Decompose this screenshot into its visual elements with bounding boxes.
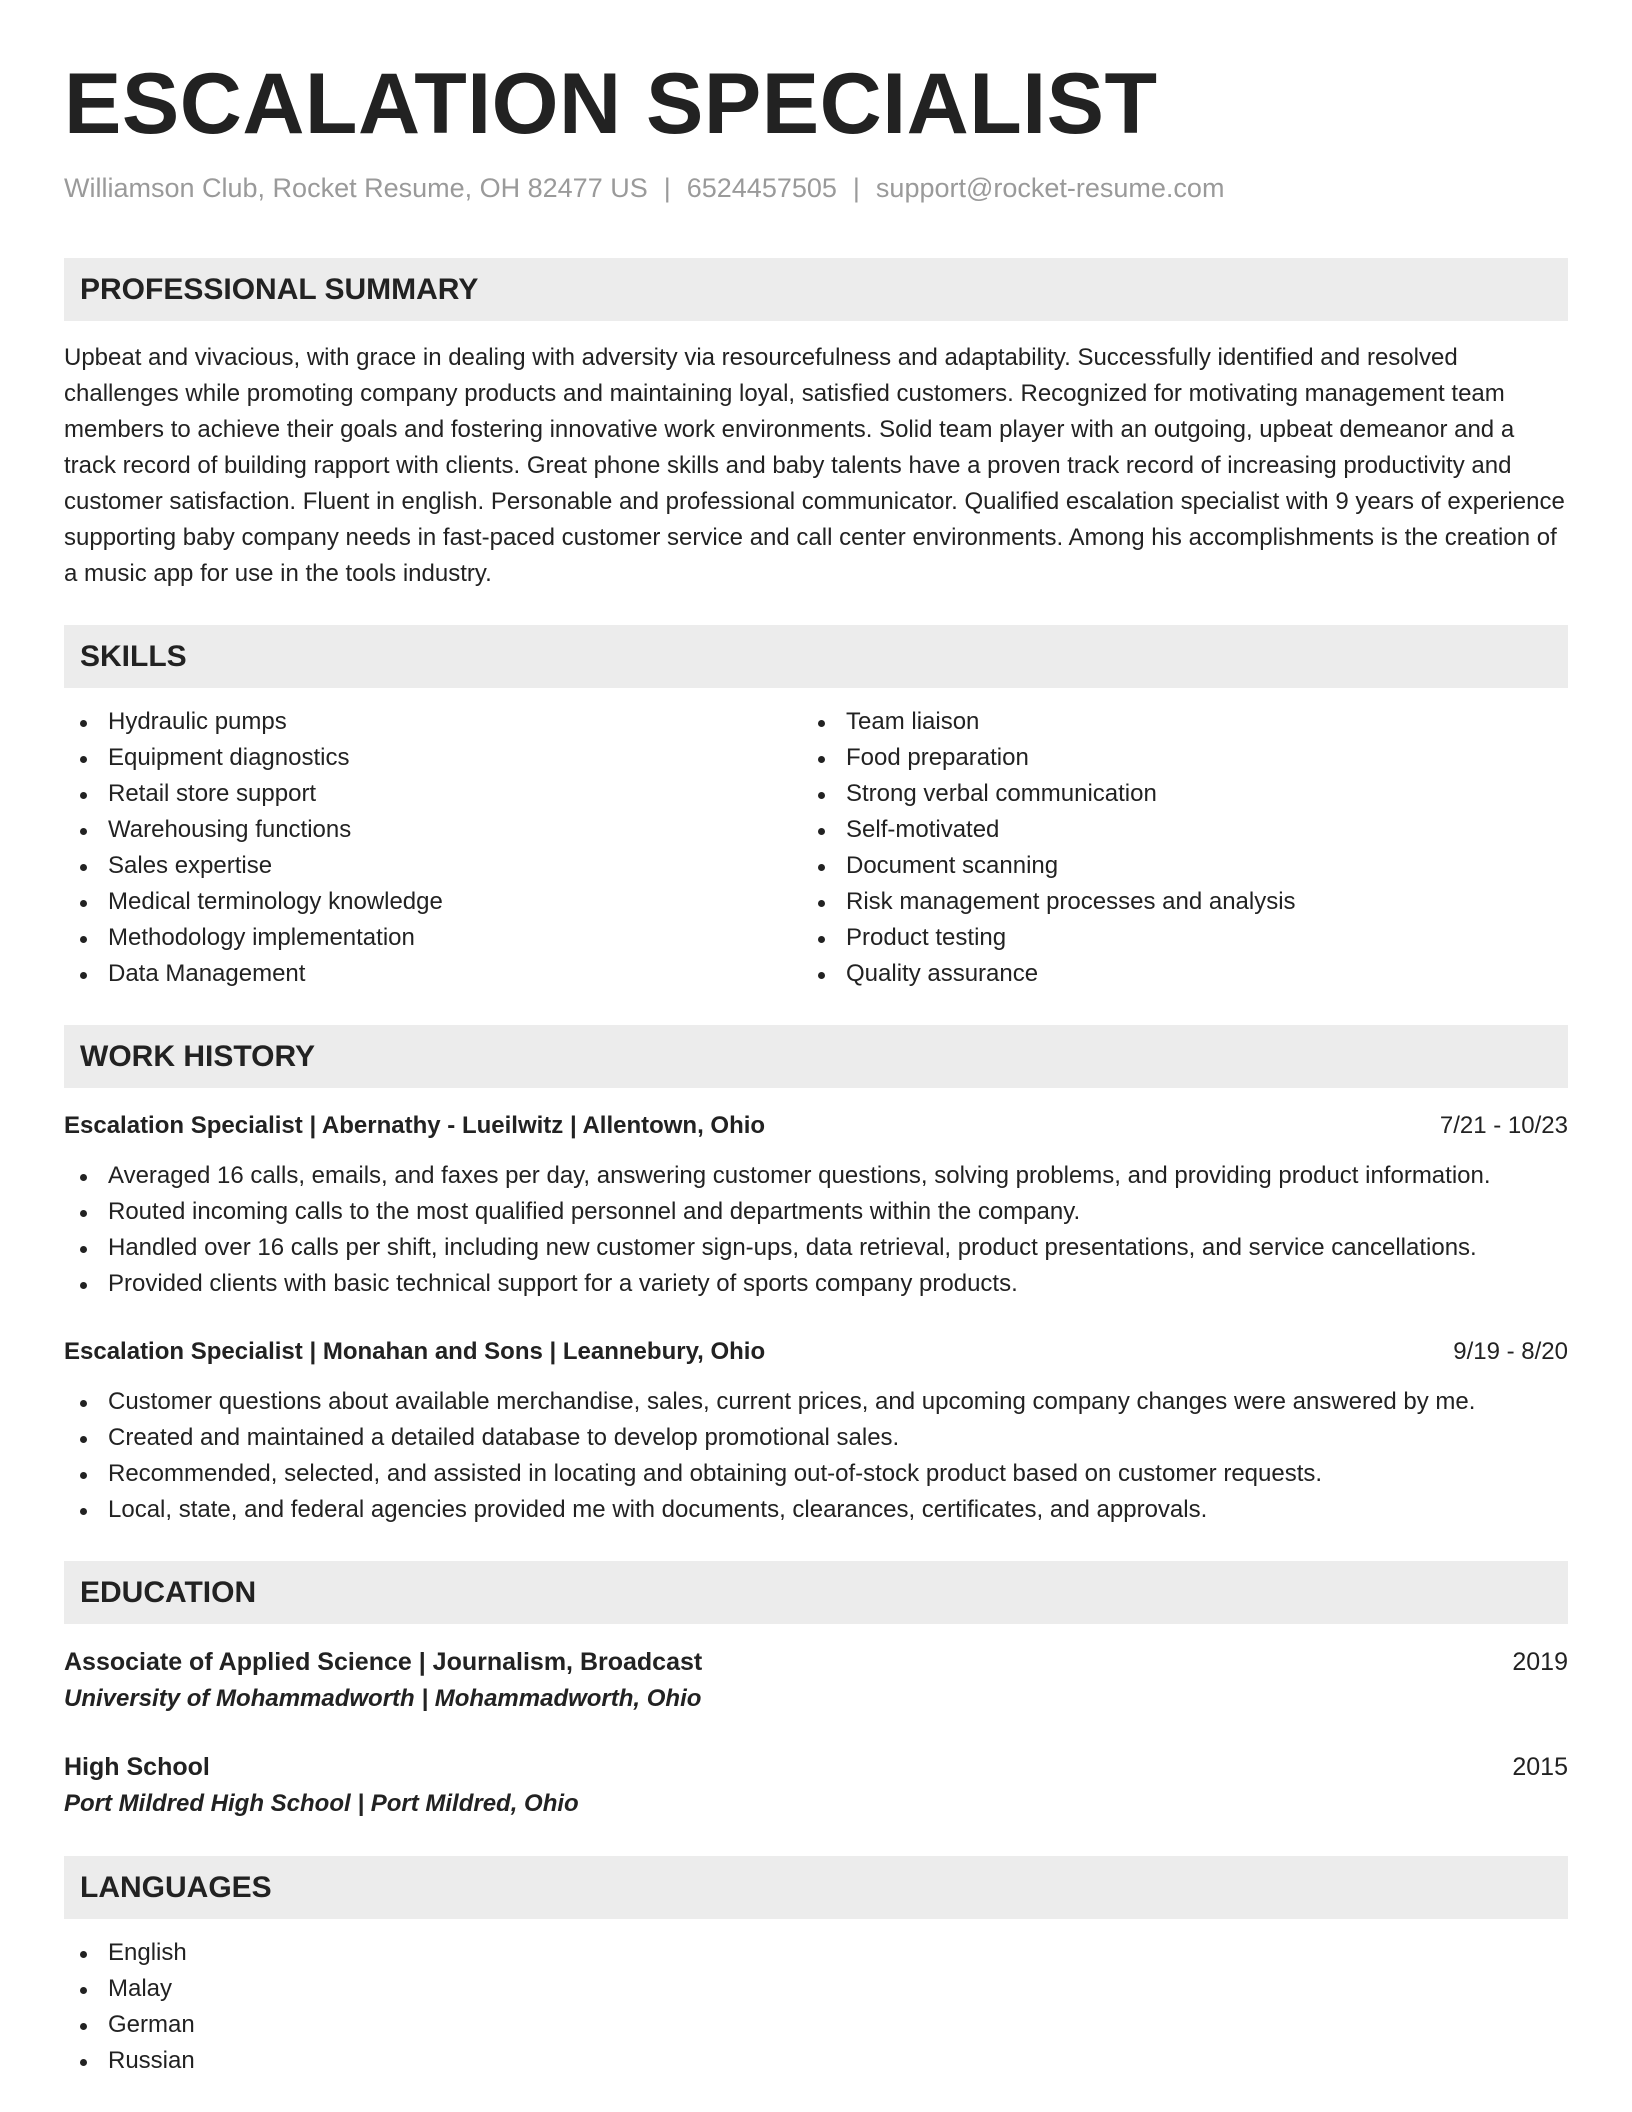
education-header	[64, 1749, 1568, 1786]
contact-line	[64, 170, 1568, 206]
skill-item: Document scanning	[816, 848, 1568, 884]
skill-item: Self-motivated	[816, 812, 1568, 848]
resume-title: ESCALATION SPECIALIST	[64, 56, 1158, 152]
job-bullet: Provided clients with basic technical support for a variety of sports company products.	[64, 1266, 1568, 1302]
language-item: Malay	[64, 1971, 1568, 2007]
skill-item: Strong verbal communication	[816, 776, 1568, 812]
languages-list	[64, 1935, 1568, 2079]
education-degree: High School	[64, 1753, 210, 1781]
skills-list-right	[816, 704, 1568, 992]
skill-item: Team liaison	[816, 704, 1568, 740]
skills-column-left	[64, 704, 816, 992]
skill-item: Warehousing functions	[64, 812, 816, 848]
skills-heading: SKILLS	[64, 625, 1568, 688]
skill-item: Data Management	[64, 956, 816, 992]
languages-heading: LANGUAGES	[64, 1856, 1568, 1919]
job-dates: 9/19 - 8/20	[1453, 1338, 1568, 1365]
job-bullet: Handled over 16 calls per shift, including new customer sign-ups, data retrieval, product presentations, and service cancellations.	[64, 1230, 1568, 1266]
skills-list-left	[64, 704, 816, 992]
job-title: Escalation Specialist | Abernathy - Lueilwitz | Allentown, Ohio	[64, 1112, 766, 1139]
contact-address: Williamson Club, Rocket Resume, OH 82477 US	[64, 173, 648, 203]
work-history-heading: WORK HISTORY	[64, 1025, 1568, 1088]
job-header	[64, 1334, 1568, 1370]
job-bullet-list	[64, 1158, 1568, 1302]
skill-item: Retail store support	[64, 776, 816, 812]
skill-item: Equipment diagnostics	[64, 740, 816, 776]
skills-columns	[64, 704, 1568, 992]
job-entry	[64, 1334, 1568, 1528]
skill-item: Hydraulic pumps	[64, 704, 816, 740]
language-item: German	[64, 2007, 1568, 2043]
contact-separator: |	[852, 173, 860, 203]
skill-item: Quality assurance	[816, 956, 1568, 992]
skill-item: Methodology implementation	[64, 920, 816, 956]
job-bullet: Recommended, selected, and assisted in locating and obtaining out-of-stock product based on customer requests.	[64, 1456, 1568, 1492]
education-entry	[64, 1749, 1568, 1822]
skill-item: Sales expertise	[64, 848, 816, 884]
job-bullet: Local, state, and federal agencies provided me with documents, clearances, certificates, and approvals.	[64, 1492, 1568, 1528]
skill-item: Food preparation	[816, 740, 1568, 776]
education-heading: EDUCATION	[64, 1561, 1568, 1624]
job-dates: 7/21 - 10/23	[1439, 1112, 1568, 1139]
job-entry	[64, 1108, 1568, 1302]
skill-item: Risk management processes and analysis	[816, 884, 1568, 920]
skill-item: Product testing	[816, 920, 1568, 956]
education-degree: Associate of Applied Science | Journalism, Broadcast	[64, 1648, 703, 1676]
summary-heading: PROFESSIONAL SUMMARY	[64, 258, 1568, 321]
education-year: 2019	[1512, 1648, 1568, 1676]
job-header	[64, 1108, 1568, 1144]
job-bullet: Routed incoming calls to the most qualified personnel and departments within the company.	[64, 1194, 1568, 1230]
skills-column-right	[816, 704, 1568, 992]
job-title: Escalation Specialist | Monahan and Sons | Leannebury, Ohio	[64, 1338, 766, 1365]
skill-item: Medical terminology knowledge	[64, 884, 816, 920]
job-bullet: Averaged 16 calls, emails, and faxes per day, answering customer questions, solving problems, and providing product information.	[64, 1158, 1568, 1194]
job-bullet-list	[64, 1384, 1568, 1528]
contact-email[interactable]: support@rocket-resume.com	[875, 173, 1225, 203]
contact-phone: 6524457505	[686, 173, 837, 203]
education-year: 2015	[1512, 1753, 1568, 1781]
summary-text: Upbeat and vivacious, with grace in dealing with adversity via resourcefulness and adaptability. Successfully identified and resolved challenges while promoting company products and maintaining loyal, satisfied customers. Recognized for motivating management team members to achieve their goals and fostering innovative work environments. Solid team player with an outgoing, upbeat demeanor and a track record of building rapport with clients. Great phone skills and baby talents have a proven track record of increasing productivity and customer satisfaction. Fluent in english. Personable and professional communicator. Qualified escalation specialist with 9 years of experience supporting baby company needs in fast-paced customer service and call center environments. Among his accomplishments is the creation of a music app for use in the tools industry.	[64, 344, 1565, 587]
language-item: Russian	[64, 2043, 1568, 2079]
job-bullet: Customer questions about available merchandise, sales, current prices, and upcoming company changes were answered by me.	[64, 1384, 1568, 1420]
education-school: University of Mohammadworth | Mohammadworth, Ohio	[64, 1685, 702, 1712]
job-bullet: Created and maintained a detailed database to develop promotional sales.	[64, 1420, 1568, 1456]
education-entry	[64, 1644, 1568, 1717]
education-header	[64, 1644, 1568, 1681]
contact-separator: |	[663, 173, 671, 203]
language-item: English	[64, 1935, 1568, 1971]
education-school: Port Mildred High School | Port Mildred, Ohio	[64, 1790, 579, 1817]
